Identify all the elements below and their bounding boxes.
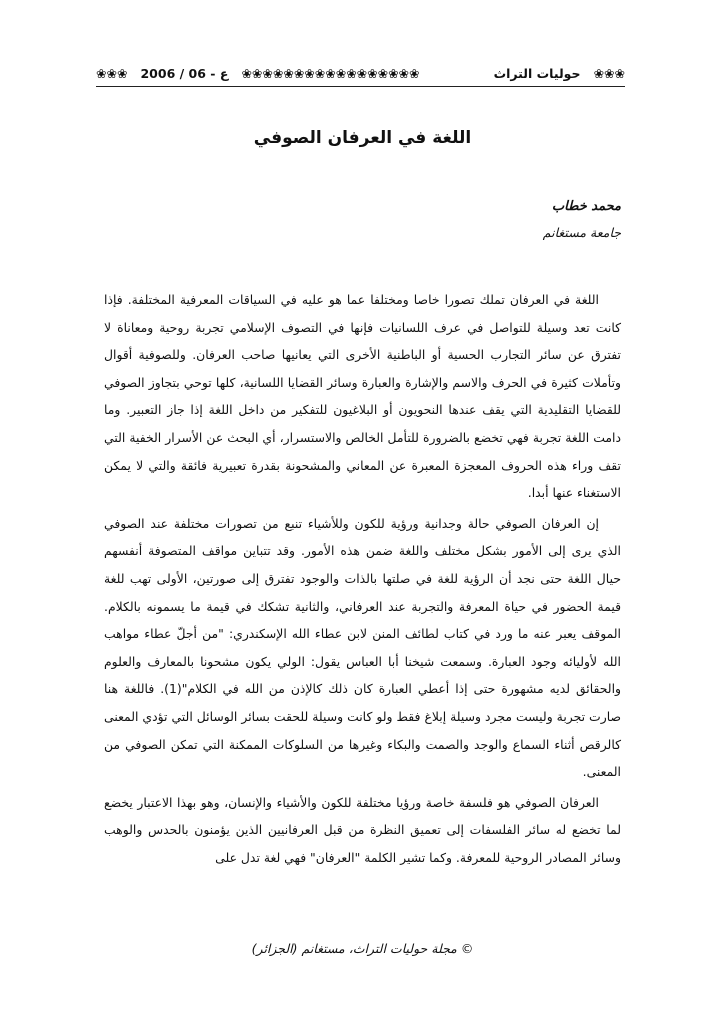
author-name: محمد خطاب bbox=[551, 199, 621, 214]
paragraph: اللغة في العرفان تملك تصورا خاصا ومختلفا عما هو عليه في السياقات المعرفية المختلفة. فإذا كانت تعد وسيلة للتواصل في عرف اللسانيات فإنها في التصوف الإسلامي تجربة روحية ومعاناة لا تفترق عن سائر التجارب الحسية أو الباطنية الأخرى التي يعانيها صاحب العرفان. وللصوفية أقوال وتأملات كثيرة في الحرف والاسم والإشارة والعبارة وسائر القضايا اللسانية، كلها توحي بتجاوز الصوفي للقضايا التقليدية التي يقف عندها النحويون أو البلاغيون للتفكير من داخل اللغة إذا جاز التعبير. وما دامت اللغة تجربة فهي تخضع بالضرورة للتأمل الخالص والاستسرار، أي البحث عن الأسرار الخفية التي تقف وراء هذه الحروف المعجزة المعبرة عن المعاني والمشحونة بقدرة تعبيرية فائقة والتي لا يمكن الاستغناء عنها أبدا. bbox=[104, 292, 621, 501]
author-affiliation: جامعة مستغانم bbox=[542, 225, 621, 240]
journal-name: حوليات التراث bbox=[493, 66, 581, 81]
paragraph: العرفان الصوفي هو فلسفة خاصة ورؤيا مختلفة للكون والأشياء والإنسان، وهو بهذا الاعتبار يخضع لما تخضع له سائر الفلسفات إلى تعميق النظرة من قبل العرفانيين الذين يؤمنون بالحدس والوهب وسائر المصادر الروحية للمعرفة. وكما تشير الكلمة "العرفان" فهي لغة تدل على bbox=[104, 794, 621, 865]
flower-ornament-icon: ❀❀❀ bbox=[96, 66, 128, 81]
issue-number: 2006 / 06 - ع bbox=[140, 66, 229, 81]
article-body bbox=[104, 286, 621, 871]
page-footer: © مجلة حوليات التراث، مستغانم (الجزائر) bbox=[251, 941, 474, 956]
header-journal-group bbox=[494, 64, 625, 84]
flower-ornament-icon: ❀❀❀❀❀❀❀❀❀❀❀❀❀❀❀❀❀ bbox=[241, 66, 420, 81]
running-header bbox=[96, 64, 625, 87]
article-title: اللغة في العرفان الصوفي bbox=[253, 128, 472, 148]
header-issue-group bbox=[96, 64, 420, 84]
paragraph: إن العرفان الصوفي حالة وجدانية ورؤية للكون وللأشياء تنبع من تصورات مختلفة عند الصوفي الذي يرى إلى الأمور بشكل مختلف واللغة ضمن هذه الأمور. وقد تتباين مواقف المتصوفة أنفسهم حيال اللغة حتى نجد أن الرؤية للغة في صلتها بالذات والوجود تفترق إلى صورتين، الأولى تهب للغة قيمة الحضور في حياة المعرفة والتجربة عند العرفاني، والثانية تشكك في قيمة ما يسمونه بالكلام. الموقف يعبر عنه ما ورد في كتاب لطائف المنن لابن عطاء الله الإسكندري: "من أجلّ عطاء مواهب الله لأوليائه وجود العبارة. وسمعت شيخنا أبا العباس يقول: الولي يكون مشحونا بالمعارف والعلوم والحقائق لديه مشهورة حتى إذا أعطي العبارة كان ذلك كالإذن من الله في الكلام"(1). فاللغة هنا صارت تجربة وليست مجرد وسيلة إبلاغ فقط ولو كانت وسيلة للحقت بسائر الوسائل التي تؤدي المعنى كالرقص أثناء السماع والوجد والصمت والبكاء وغيرها من السلوكات الممكنة التي تمكن الصوفي من المعنى. bbox=[104, 515, 621, 780]
flower-ornament-icon: ❀❀❀ bbox=[593, 66, 625, 81]
